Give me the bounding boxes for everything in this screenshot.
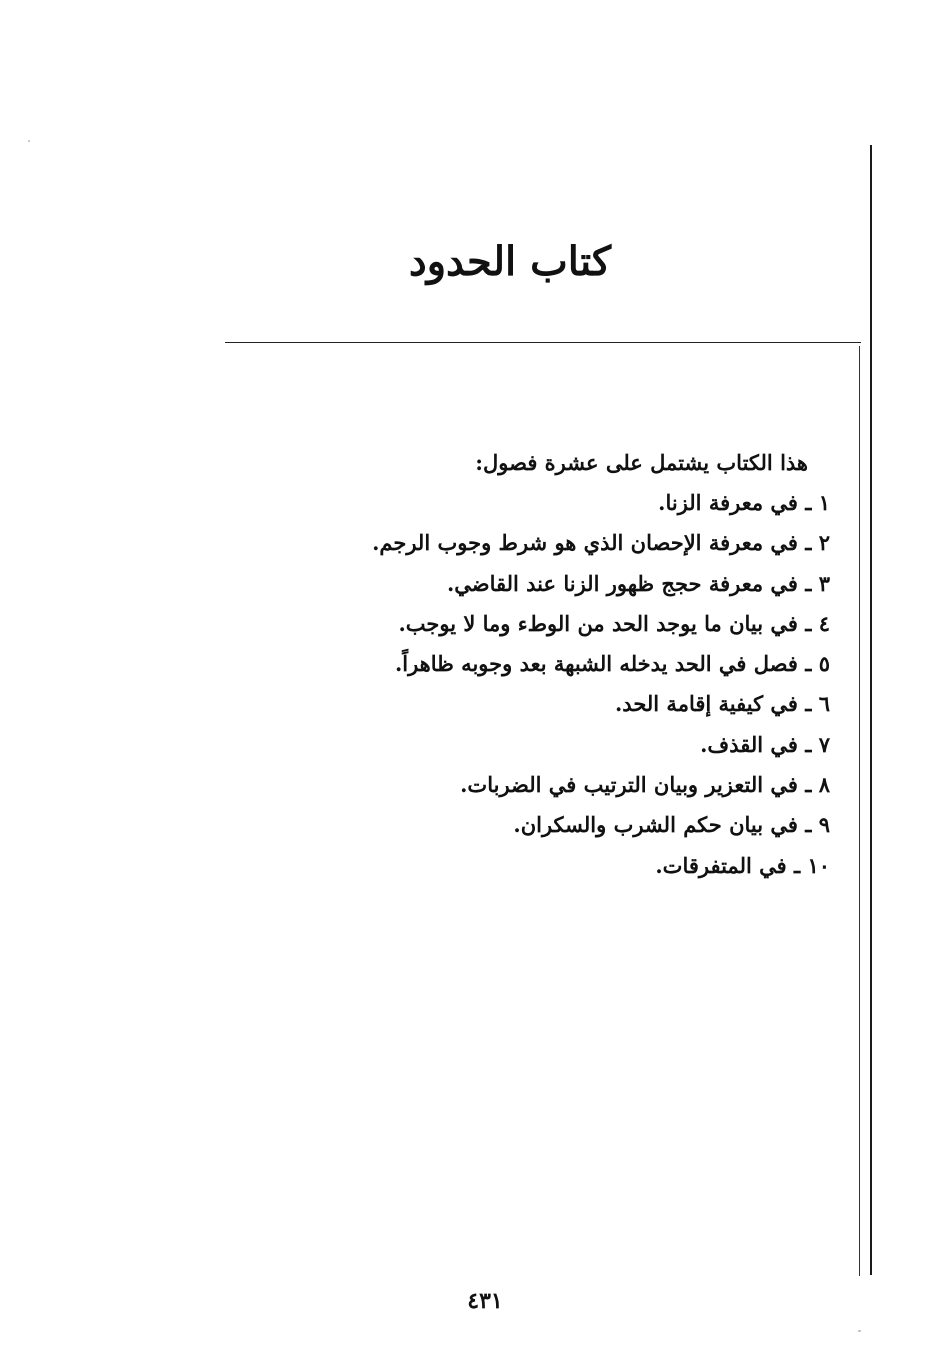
- chapter-title: كتاب الحدود: [408, 238, 612, 285]
- section-item: ٨ ـ في التعزير وبيان الترتيب في الضربات.: [460, 772, 830, 798]
- scan-speck: [28, 140, 30, 142]
- section-item: ٣ ـ في معرفة حجج ظهور الزنا عند القاضي.: [446, 570, 830, 596]
- section-list: [230, 483, 830, 886]
- chapter-contents: [230, 443, 830, 886]
- section-item: ١٠ ـ في المتفرقات.: [655, 852, 830, 878]
- right-margin-rule: [870, 145, 872, 1275]
- section-item: ١ ـ في معرفة الزنا.: [658, 490, 830, 515]
- page-number: ٤٣١: [467, 1288, 503, 1314]
- section-item: ٢ ـ في معرفة الإحصان الذي هو شرط وجوب الرجم.: [372, 530, 830, 556]
- contents-intro: هذا الكتاب يشتمل على عشرة فصول:: [475, 450, 808, 475]
- section-item: ٤ ـ في بيان ما يوجد الحد من الوطء وما لا يوجب.: [398, 610, 830, 636]
- title-divider: [225, 342, 861, 343]
- scan-speck: [858, 1330, 861, 1332]
- section-item: ٦ ـ في كيفية إقامة الحد.: [615, 691, 830, 717]
- section-item: ٧ ـ في القذف.: [700, 731, 830, 757]
- section-item: ٩ ـ في بيان حكم الشرب والسكران.: [513, 812, 830, 838]
- section-item: ٥ ـ فصل في الحد يدخله الشبهة بعد وجوبه ظاهراً.: [394, 651, 830, 677]
- inner-margin-rule: [859, 346, 860, 1276]
